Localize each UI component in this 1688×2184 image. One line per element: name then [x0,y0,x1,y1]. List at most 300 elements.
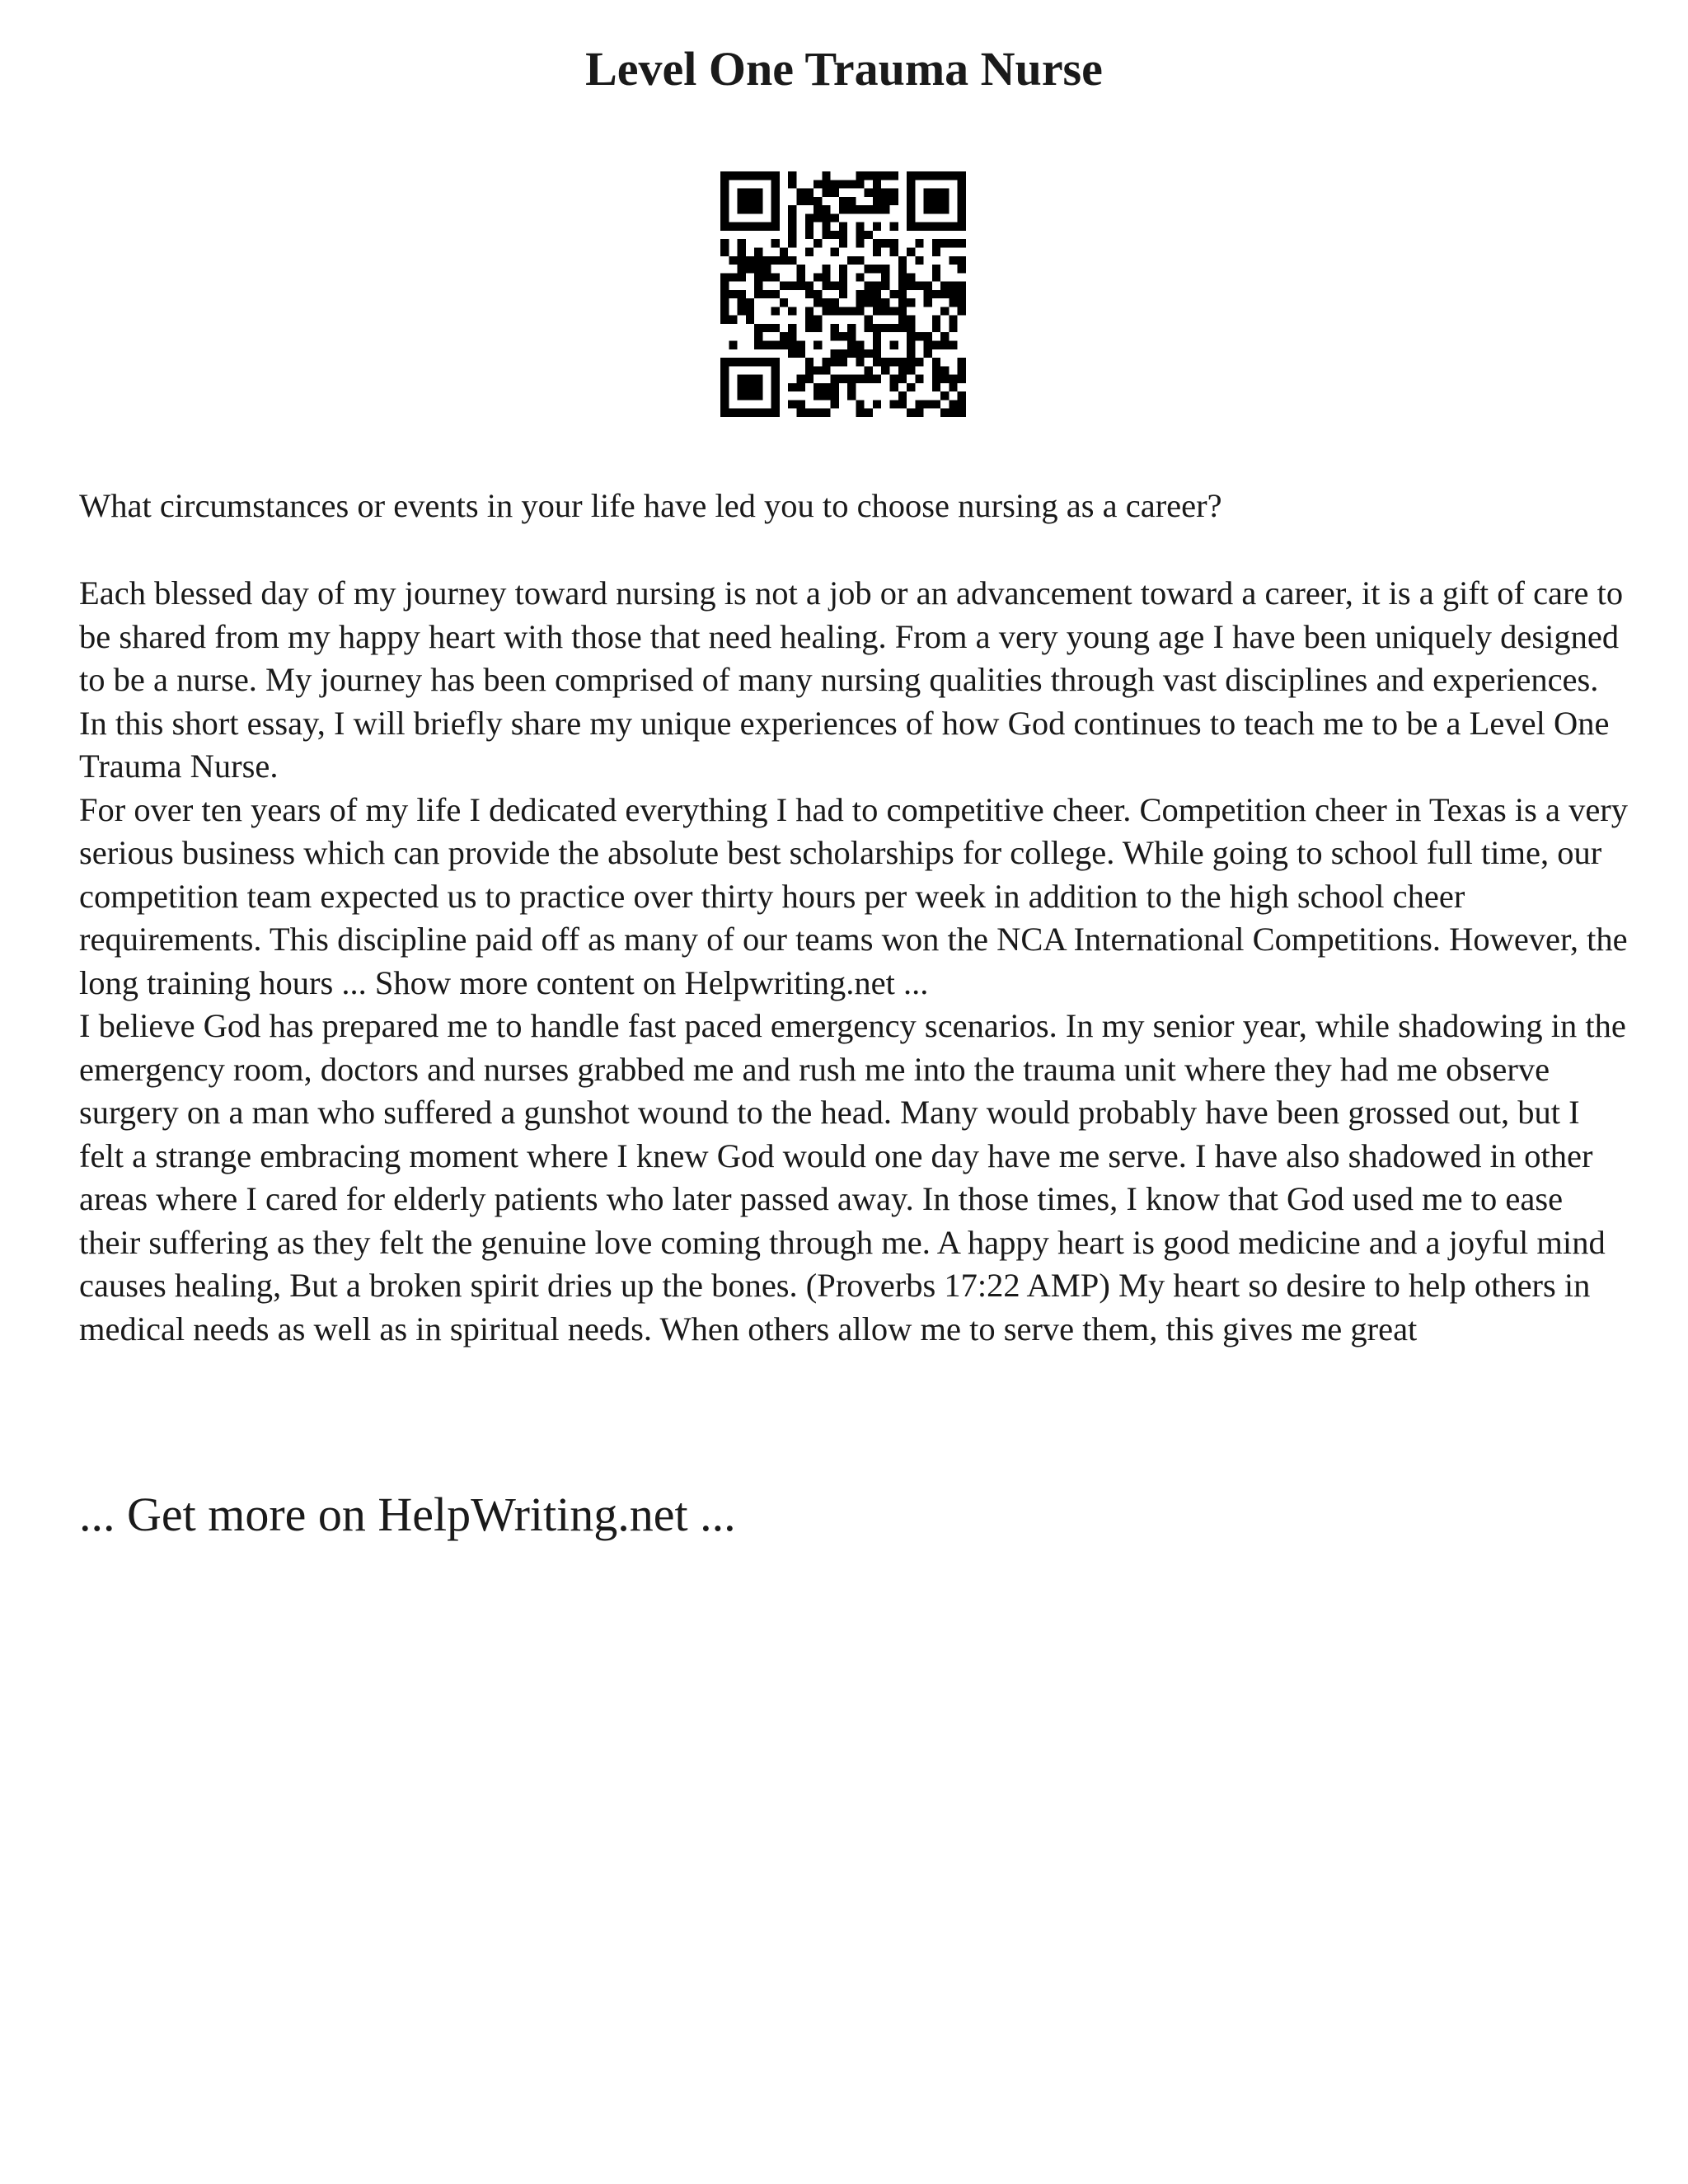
qr-module [932,265,940,273]
qr-module [720,298,729,307]
qr-module [932,247,940,255]
qr-module [932,239,940,247]
qr-module [805,213,814,222]
qr-module [822,409,830,417]
qr-module [907,298,915,307]
qr-module [898,391,907,400]
qr-module [873,375,881,383]
qr-module [873,265,881,273]
qr-module [856,358,864,366]
qr-module [847,391,856,400]
qr-module [847,375,856,383]
qr-module [738,358,746,366]
qr-module [907,180,915,188]
qr-module [762,265,771,273]
qr-module [805,409,814,417]
qr-module [814,273,822,281]
qr-module [771,239,780,247]
qr-module [881,298,889,307]
qr-module [720,290,729,298]
qr-module [907,171,915,180]
qr-module [898,298,907,307]
qr-module [890,247,898,255]
qr-module [762,358,771,366]
qr-module [780,282,788,290]
qr-module [881,265,889,273]
qr-module [856,205,864,213]
qr-module [788,400,796,408]
qr-module [746,358,754,366]
qr-module [873,223,881,231]
qr-module [771,256,780,265]
qr-module [805,307,814,315]
qr-module [873,282,881,290]
qr-module [831,298,839,307]
qr-module [738,375,746,383]
qr-module [924,298,932,307]
qr-module [847,256,856,265]
qr-module [898,282,907,290]
qr-module [940,189,949,197]
qr-module [865,375,873,383]
qr-module [796,265,804,273]
qr-module [907,341,915,349]
qr-module [831,213,839,222]
qr-module [915,256,923,265]
qr-module [873,298,881,307]
qr-module [780,332,788,340]
qr-module [720,316,729,324]
qr-module [788,383,796,391]
qr-module [746,197,754,205]
qr-module [881,366,889,374]
qr-module [788,341,796,349]
qr-module [814,205,822,213]
qr-module [865,205,873,213]
qr-module [949,282,957,290]
qr-module [890,290,898,298]
qr-module [958,298,966,307]
qr-module [788,256,796,265]
qr-module [839,231,847,239]
qr-module [890,171,898,180]
qr-module [839,332,847,340]
qr-module [762,290,771,298]
qr-module [729,316,737,324]
qr-module [754,205,762,213]
qr-module [814,366,822,374]
qr-module [822,366,830,374]
qr-module [958,391,966,400]
qr-module [932,316,940,324]
qr-module [788,332,796,340]
qr-module [890,400,898,408]
qr-module [805,231,814,239]
qr-module [788,239,796,247]
qr-module [890,239,898,247]
qr-module [890,375,898,383]
qr-module [805,366,814,374]
qr-module [949,171,957,180]
qr-module [822,298,830,307]
qr-module [746,298,754,307]
qr-module [738,223,746,231]
qr-module [873,197,881,205]
qr-module [847,307,856,315]
qr-module [822,282,830,290]
qr-module [932,189,940,197]
qr-module [805,223,814,231]
qr-module [915,223,923,231]
qr-module [771,213,780,222]
qr-module [771,189,780,197]
qr-module [746,307,754,315]
qr-module [924,349,932,358]
qr-module [762,341,771,349]
qr-module [839,197,847,205]
qr-module [907,409,915,417]
qr-module [881,358,889,366]
qr-module [746,265,754,273]
qr-module [814,409,822,417]
qr-module [839,273,847,281]
essay-body [79,572,1629,1351]
qr-module [814,298,822,307]
qr-module [881,239,889,247]
qr-module [890,341,898,349]
qr-module [822,383,830,391]
qr-module [771,290,780,298]
qr-module [788,223,796,231]
essay-question: What circumstances or events in your life have led you to choose nursing as a career? [79,487,1222,524]
qr-module [788,213,796,222]
qr-module [949,316,957,324]
qr-module [907,358,915,366]
qr-module [762,171,771,180]
qr-module [831,400,839,408]
qr-module [958,205,966,213]
qr-module [754,290,762,298]
qr-module [796,282,804,290]
qr-module [940,290,949,298]
qr-module [762,256,771,265]
qr-module [754,341,762,349]
qr-module [839,180,847,188]
qr-module [958,189,966,197]
qr-module [873,247,881,255]
qr-module [738,256,746,265]
qr-module [881,324,889,332]
qr-module [940,409,949,417]
qr-module [949,256,957,265]
qr-module [754,375,762,383]
qr-module [856,231,864,239]
qr-module [949,409,957,417]
qr-module [907,247,915,255]
qr-module [796,349,804,358]
qr-module [720,307,729,315]
qr-module [754,189,762,197]
qr-module [907,349,915,358]
qr-module [958,180,966,188]
qr-module [814,324,822,332]
qr-module [856,400,864,408]
qr-module [898,366,907,374]
qr-module [805,197,814,205]
qr-module [796,197,804,205]
qr-module [949,290,957,298]
qr-module [890,324,898,332]
qr-module [924,171,932,180]
qr-module [746,189,754,197]
qr-module [932,375,940,383]
qr-module [958,256,966,265]
qr-module [856,341,864,349]
qr-module [831,189,839,197]
qr-module [865,349,873,358]
qr-module [932,341,940,349]
qr-module [856,180,864,188]
qr-module [738,409,746,417]
qr-module [738,383,746,391]
get-more-link[interactable]: ... Get more on HelpWriting.net ... [79,1488,736,1541]
qr-module [780,341,788,349]
qr-module [746,223,754,231]
qr-module [881,205,889,213]
qr-module [720,189,729,197]
qr-module [873,180,881,188]
qr-module [865,265,873,273]
qr-module [898,324,907,332]
qr-module [873,349,881,358]
qr-module [814,391,822,400]
qr-module [814,197,822,205]
qr-module [738,265,746,273]
qr-module [805,189,814,197]
qr-module [738,171,746,180]
qr-module [958,213,966,222]
qr-module [856,256,864,265]
qr-module [822,223,830,231]
qr-module [729,409,737,417]
qr-module [881,307,889,315]
qr-module [940,197,949,205]
essay-paragraph: For over ten years of my life I dedicated everything I had to competitive cheer. Competition cheer in Texas is a very serious business which can provide the absolute best scholarships for college. While going to school full time, our competition team expected us to practice over thirty hours per week in addition to the high school cheer requirements. This discipline paid off as many of our teams won the NCA International Competitions. However, the long training hours ... Show more content on Helpwriting.net ... [79,790,1629,1001]
qr-module [915,332,923,340]
qr-module [822,213,830,222]
qr-module [822,189,830,197]
qr-module [839,282,847,290]
qr-module [949,324,957,332]
qr-module [780,256,788,265]
qr-module [915,400,923,408]
qr-module [932,383,940,391]
qr-module [720,391,729,400]
qr-module [822,307,830,315]
qr-module [754,358,762,366]
qr-module [796,273,804,281]
qr-module [839,205,847,213]
qr-module [940,391,949,400]
qr-module [915,409,923,417]
qr-module [924,341,932,349]
qr-module [958,223,966,231]
qr-module [754,282,762,290]
qr-module [720,375,729,383]
qr-module [831,282,839,290]
qr-module [940,171,949,180]
qr-module [898,273,907,281]
qr-module [831,247,839,255]
qr-module [873,307,881,315]
qr-module [738,290,746,298]
qr-module [754,256,762,265]
qr-module [831,180,839,188]
qr-module [762,324,771,332]
qr-module [839,265,847,273]
qr-module [907,205,915,213]
qr-module [805,290,814,298]
qr-module [932,223,940,231]
qr-module [839,223,847,231]
qr-module [822,273,830,281]
qr-module [865,316,873,324]
qr-module [847,341,856,349]
qr-module [814,213,822,222]
qr-module [907,366,915,374]
qr-module [822,171,830,180]
qr-module [805,324,814,332]
qr-module [771,223,780,231]
qr-module [873,290,881,298]
page-title: Level One Trauma Nurse [585,42,1103,96]
qr-module [847,197,856,205]
qr-module [738,298,746,307]
qr-module [746,316,754,324]
qr-module [940,239,949,247]
qr-module [932,366,940,374]
qr-module [754,273,762,281]
qr-module [890,358,898,366]
qr-module [932,400,940,408]
qr-module [788,349,796,358]
qr-module [720,400,729,408]
qr-module [746,409,754,417]
qr-module [898,265,907,273]
qr-module [839,358,847,366]
essay-paragraph: Each blessed day of my journey toward nursing is not a job or an advancement toward a career, it is a gift of care to be shared from my happy heart with those that need healing. From a very young age I have been uniquely designed to be a nurse. My journey has been comprised of many nursing qualities through vast disciplines and experiences. In this short essay, I will briefly share my unique experiences of how God continues to teach me to be a Level One Trauma Nurse. [79,574,1624,785]
qr-module [831,358,839,366]
qr-module [856,239,864,247]
qr-module [898,256,907,265]
qr-module [805,282,814,290]
qr-module [873,324,881,332]
qr-code-icon [720,171,966,417]
qr-module [949,239,957,247]
qr-module [958,358,966,366]
qr-module [822,231,830,239]
qr-module [762,223,771,231]
qr-module [865,231,873,239]
qr-module [873,171,881,180]
qr-module [754,332,762,340]
qr-module [771,375,780,383]
qr-module [720,409,729,417]
qr-module [958,290,966,298]
qr-module [940,282,949,290]
qr-module [881,282,889,290]
qr-module [839,307,847,315]
qr-module [720,197,729,205]
qr-module [754,223,762,231]
qr-module [898,375,907,383]
qr-module [907,282,915,290]
qr-module [788,180,796,188]
qr-module [865,290,873,298]
qr-module [865,366,873,374]
qr-module [873,332,881,340]
qr-module [958,409,966,417]
qr-module [831,307,839,315]
qr-module [814,383,822,391]
qr-module [788,324,796,332]
qr-module [814,239,822,247]
qr-module [915,358,923,366]
qr-module [958,375,966,383]
qr-module [805,375,814,383]
qr-module [831,383,839,391]
qr-module [814,290,822,298]
qr-module [771,171,780,180]
qr-module [831,375,839,383]
qr-module [780,298,788,307]
qr-module [746,391,754,400]
qr-module [771,307,780,315]
qr-module [924,332,932,340]
qr-module [907,189,915,197]
qr-module [738,307,746,315]
qr-module [932,273,940,281]
qr-module [924,189,932,197]
qr-module [746,205,754,213]
qr-module [898,316,907,324]
qr-module [856,298,864,307]
qr-module [958,171,966,180]
qr-module [771,391,780,400]
qr-module [729,273,737,281]
qr-module [822,391,830,400]
qr-module [940,341,949,349]
qr-module [729,290,737,298]
qr-module [771,205,780,213]
qr-module [822,205,830,213]
qr-module [738,391,746,400]
qr-module [822,180,830,188]
qr-module [754,197,762,205]
qr-module [847,332,856,340]
qr-module [822,358,830,366]
qr-module [865,282,873,290]
qr-code [720,171,966,417]
qr-module [831,231,839,239]
qr-module [771,366,780,374]
qr-module [890,189,898,197]
qr-module [847,349,856,358]
qr-module [746,383,754,391]
qr-module [720,180,729,188]
qr-module [831,349,839,358]
qr-module [924,205,932,213]
